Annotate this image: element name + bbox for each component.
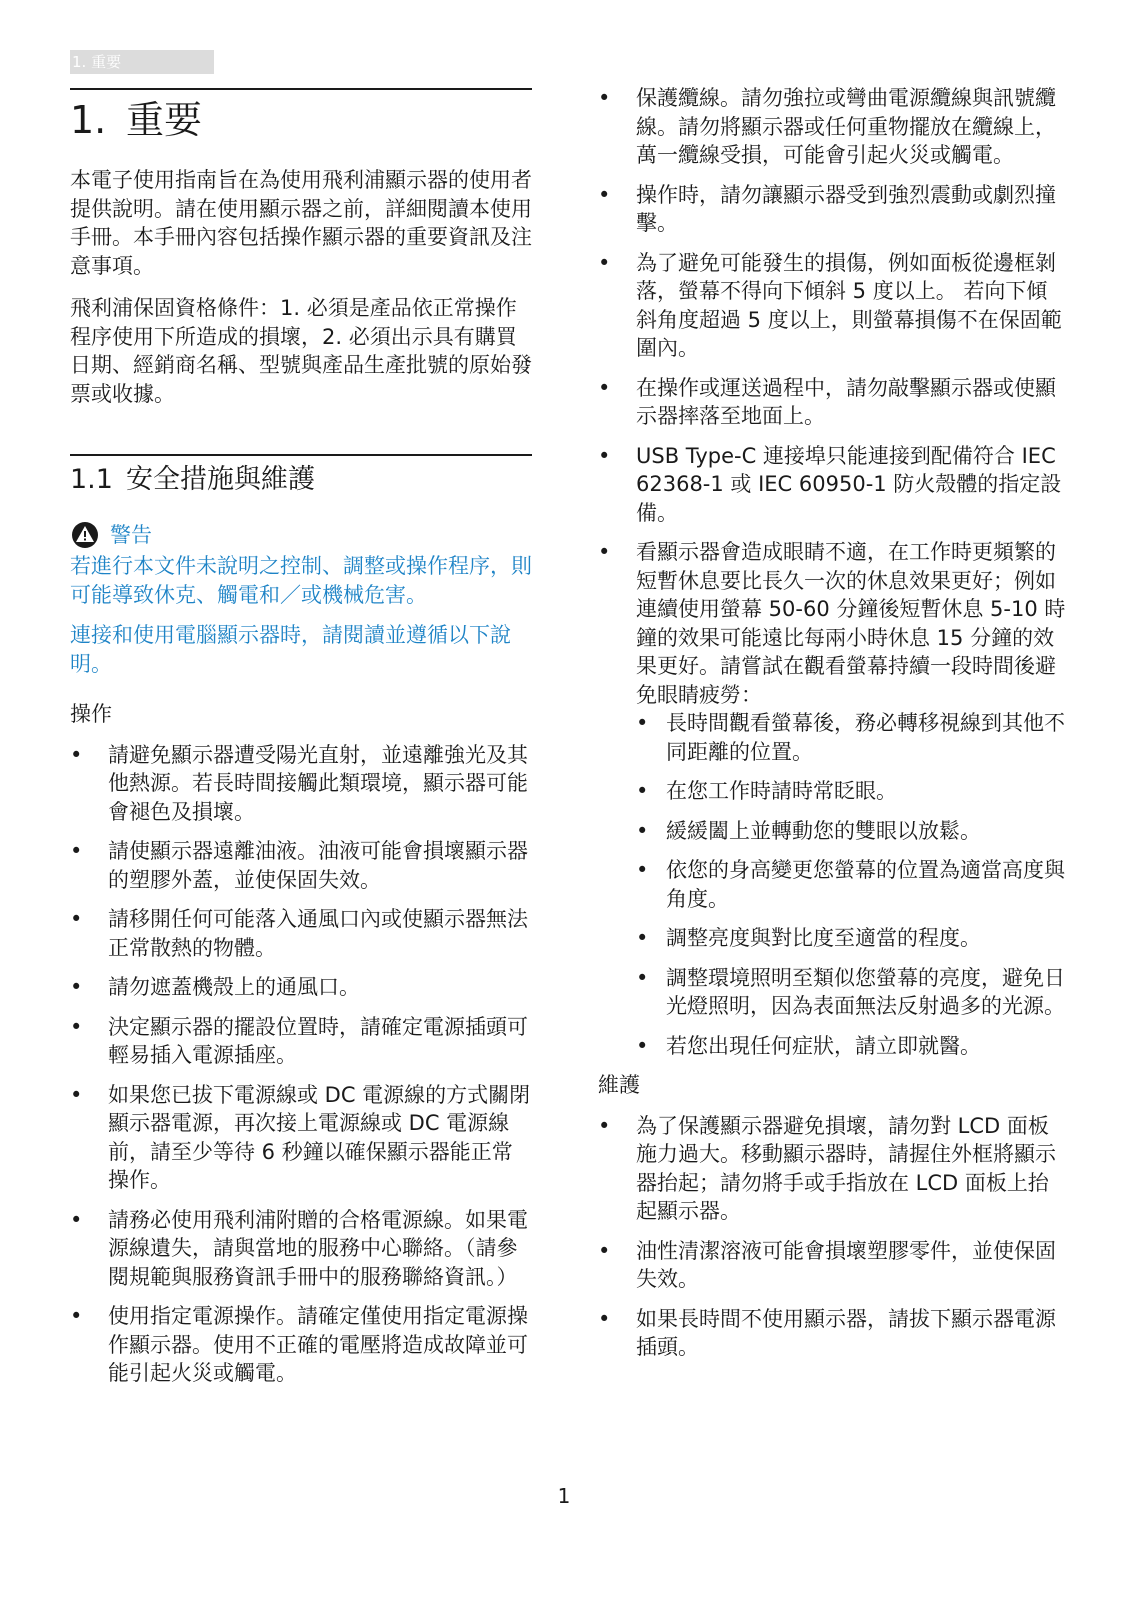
right-column xyxy=(598,84,1068,1373)
list-item xyxy=(598,84,1068,170)
sub-list-item-text: 緩緩闔上並轉動您的雙眼以放鬆。 xyxy=(666,818,981,843)
list-item-text: 油性清潔溶液可能會損壞塑膠零件，並使保固失效。 xyxy=(636,1238,1056,1291)
list-item-text: 決定顯示器的擺設位置時，請確定電源插頭可輕易插入電源插座。 xyxy=(108,1014,528,1067)
bullet-icon: • xyxy=(70,1082,83,1107)
maintenance-list xyxy=(598,1112,1068,1362)
sub-list-item xyxy=(636,817,1068,846)
bullet-icon: • xyxy=(70,975,83,999)
sub-list-item xyxy=(636,964,1068,1021)
list-item-text: 請避免顯示器遭受陽光直射，並遠離強光及其他熱源。若長時間接觸此類環境，顯示器可能會褪色及損壞。 xyxy=(108,742,528,824)
bullet-icon: • xyxy=(636,818,649,843)
page-title-number: 1. xyxy=(70,98,107,142)
operation-list-continued xyxy=(598,84,1068,1060)
list-item-text: 在操作或運送過程中，請勿敲擊顯示器或使顯示器摔落至地面上。 xyxy=(636,375,1056,428)
list-item-text: 如果長時間不使用顯示器，請拔下顯示器電源插頭。 xyxy=(636,1306,1056,1359)
list-item xyxy=(70,973,532,1002)
eye-care-sublist xyxy=(636,709,1068,1060)
list-item xyxy=(598,374,1068,431)
list-item-text: 使用指定電源操作。請確定僅使用指定電源操作顯示器。使用不正確的電壓將造成故障並可能引起火災或觸電。 xyxy=(108,1304,528,1385)
bullet-icon: • xyxy=(598,1306,611,1331)
bullet-icon: • xyxy=(70,1014,83,1039)
section-title: 安全措施與維護 xyxy=(126,464,315,495)
sub-list-item xyxy=(636,1032,1068,1061)
bullet-icon: • xyxy=(598,182,611,207)
intro-paragraph-1: 本電子使用指南旨在為使用飛利浦顯示器的使用者提供說明。請在使用顯示器之前，詳細閱讀本使用手冊。本手冊內容包括操作顯示器的重要資訊及注意事項。 xyxy=(70,168,532,278)
bullet-icon: • xyxy=(636,858,649,882)
list-item-text: 為了避免可能發生的損傷，例如面板從邊框剝落，螢幕不得向下傾斜 5 度以上。 若向下傾斜角度超過 5 度以上，則螢幕損傷不在保固範圍內。 xyxy=(636,250,1062,360)
sub-list-item-text: 調整亮度與對比度至適當的程度。 xyxy=(666,926,981,950)
list-item-text: 請使顯示器遠離油液。油液可能會損壞顯示器的塑膠外蓋，並使保固失效。 xyxy=(108,839,528,892)
bullet-icon: • xyxy=(636,1033,649,1058)
list-item-text: USB Type-C 連接埠只能連接到配備符合 IEC 62368-1 或 IEC 60950-1 防火殼體的指定設備。 xyxy=(636,443,1062,525)
left-column xyxy=(70,88,532,1399)
list-item xyxy=(598,538,1068,1060)
intro-paragraph-2: 飛利浦保固資格條件：1. 必須是產品依正常操作程序使用下所造成的損壞，2. 必須出示具有購買日期、經銷商名稱、型號與產品生產批號的原始發票或收據。 xyxy=(70,296,532,406)
bullet-icon: • xyxy=(636,965,649,990)
list-item xyxy=(70,1013,532,1070)
list-item xyxy=(598,1112,1068,1226)
operation-list xyxy=(70,741,532,1388)
sub-list-item-text: 依您的身高變更您螢幕的位置為適當高度與角度。 xyxy=(666,858,1065,911)
sub-list-item xyxy=(636,856,1068,913)
bullet-icon: • xyxy=(598,540,611,564)
list-item-text: 請勿遮蓋機殼上的通風口。 xyxy=(108,975,360,999)
list-item xyxy=(70,905,532,962)
bullet-icon: • xyxy=(636,779,649,803)
operation-heading: 操作 xyxy=(70,702,112,726)
header-chapter-tab: 1. 重要 xyxy=(70,50,214,74)
list-item xyxy=(598,249,1068,363)
list-item xyxy=(70,1081,532,1195)
sub-list-item-text: 長時間觀看螢幕後，務必轉移視線到其他不同距離的位置。 xyxy=(666,711,1065,764)
bullet-icon: • xyxy=(598,443,611,468)
list-item xyxy=(70,1206,532,1292)
warning-text-1: 若進行本文件未說明之控制、調整或操作程序，則可能導致休克、觸電和／或機械危害。 xyxy=(70,554,532,607)
bullet-icon: • xyxy=(636,711,649,735)
list-item xyxy=(70,1302,532,1388)
list-item xyxy=(70,741,532,827)
bullet-icon: • xyxy=(598,375,611,400)
list-item-text: 如果您已拔下電源線或 DC 電源線的方式關閉顯示器電源，再次接上電源線或 DC 電源線前，請至少等待 6 秒鐘以確保顯示器能正常操作。 xyxy=(108,1082,531,1192)
list-item xyxy=(70,837,532,894)
list-item-text: 請務必使用飛利浦附贈的合格電源線。如果電源線遺失，請與當地的服務中心聯絡。（請參閱規範與服務資訊手冊中的服務聯絡資訊。） xyxy=(108,1207,528,1289)
bullet-icon: • xyxy=(598,250,611,275)
sub-list-item-text: 在您工作時請時常眨眼。 xyxy=(666,779,897,803)
warning-heading xyxy=(70,520,532,550)
bullet-icon: • xyxy=(598,1238,611,1263)
list-item-text: 請移開任何可能落入通風口內或使顯示器無法正常散熱的物體。 xyxy=(108,907,528,960)
list-item xyxy=(598,1237,1068,1294)
list-item xyxy=(598,181,1068,238)
title-rule xyxy=(70,88,532,90)
warning-label: 警告 xyxy=(110,523,152,547)
bullet-icon: • xyxy=(70,742,83,767)
bullet-icon: • xyxy=(70,1304,83,1328)
warning-icon xyxy=(70,521,100,549)
list-item-text: 看顯示器會造成眼睛不適，在工作時更頻繁的短暫休息要比長久一次的休息效果更好；例如連續使用螢幕 50-60 分鐘後短暫休息 5-10 時鐘的效果可能遠比每兩小時休息 15 分鐘的效果更好。請嘗試在觀看螢幕持續一段時間後避免眼睛疲勞： xyxy=(636,540,1066,707)
sub-list-item-text: 若您出現任何症狀，請立即就醫。 xyxy=(666,1033,981,1058)
bullet-icon: • xyxy=(598,86,611,110)
sub-list-item xyxy=(636,709,1068,766)
sub-list-item xyxy=(636,924,1068,953)
bullet-icon: • xyxy=(70,839,83,863)
bullet-icon: • xyxy=(70,1207,83,1232)
list-item-text: 保護纜線。請勿強拉或彎曲電源纜線與訊號纜線。請勿將顯示器或任何重物擺放在纜線上，萬一纜線受損，可能會引起火災或觸電。 xyxy=(636,86,1056,167)
page-title-text: 重要 xyxy=(126,98,203,142)
bullet-icon: • xyxy=(70,907,83,931)
bullet-icon: • xyxy=(636,926,649,950)
section-rule xyxy=(70,454,532,456)
list-item-text: 操作時，請勿讓顯示器受到強烈震動或劇烈撞擊。 xyxy=(636,182,1056,235)
section-number: 1.1 xyxy=(70,464,113,495)
sub-list-item xyxy=(636,777,1068,806)
warning-text-2: 連接和使用電腦顯示器時，請閱讀並遵循以下說明。 xyxy=(70,623,511,676)
sub-list-item-text: 調整環境照明至類似您螢幕的亮度，避免日光燈照明，因為表面無法反射過多的光源。 xyxy=(666,965,1065,1018)
page-number: 1 xyxy=(557,1484,571,1508)
list-item xyxy=(598,442,1068,528)
section-heading xyxy=(70,460,532,500)
bullet-icon: • xyxy=(598,1113,611,1138)
list-item-text: 為了保護顯示器避免損壞，請勿對 LCD 面板施力過大。移動顯示器時，請握住外框將顯示器抬起；請勿將手或手指放在 LCD 面板上抬起顯示器。 xyxy=(636,1113,1056,1223)
maintenance-heading: 維護 xyxy=(598,1073,640,1097)
page-title xyxy=(70,96,532,144)
list-item xyxy=(598,1305,1068,1362)
